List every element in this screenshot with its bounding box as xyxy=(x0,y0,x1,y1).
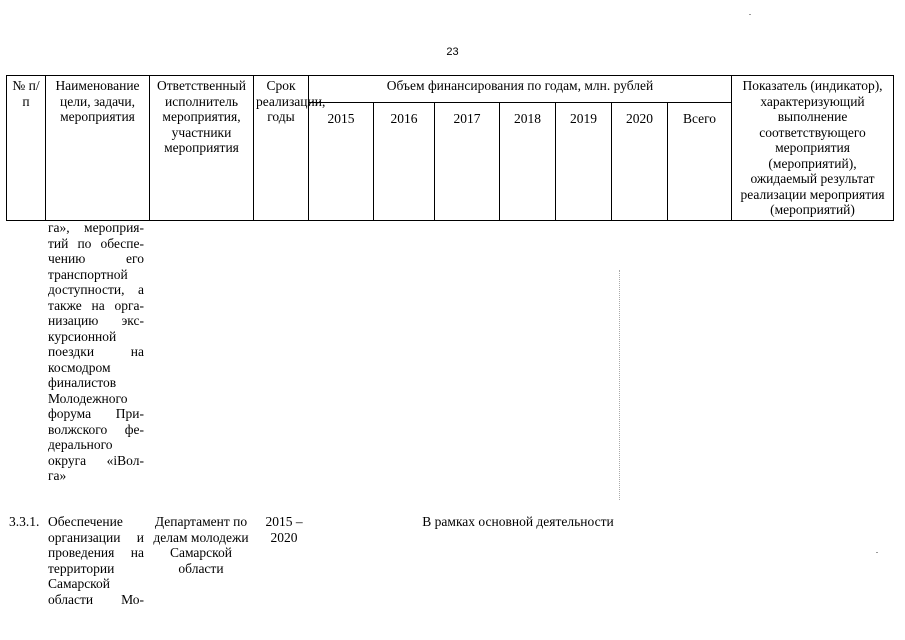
header-year-2020: 2020 xyxy=(612,103,668,221)
row-executor: Департамент по делам молодежи Самарской области xyxy=(153,514,249,576)
row-name-line: Самарской xyxy=(48,576,111,591)
row-financing-note: В рамках основной деятельности xyxy=(422,514,614,529)
header-year-2017: 2017 xyxy=(435,103,500,221)
continuation-line: округа «iВол- xyxy=(48,452,144,468)
continuation-line: транспортной xyxy=(48,266,128,282)
continuation-line: низацию экс- xyxy=(48,313,144,328)
page-number: 23 xyxy=(446,46,459,58)
row-name-line: организации и xyxy=(48,529,144,545)
row-name-line: территории xyxy=(48,560,115,576)
continuation-line: Молодежного xyxy=(48,390,128,406)
header-year-2015: 2015 xyxy=(309,103,374,221)
row-name-cell xyxy=(48,514,144,607)
continuation-line: доступности, а xyxy=(48,282,144,297)
scan-speck xyxy=(749,14,751,15)
scan-artifact-dots xyxy=(619,270,622,500)
scan-speck xyxy=(876,552,878,553)
continuation-line: курсионной xyxy=(48,328,117,344)
header-year-2018: 2018 xyxy=(500,103,556,221)
continuation-line: также на орга- xyxy=(48,297,144,313)
header-num: № п/п xyxy=(7,76,46,221)
continuation-line: финалистов xyxy=(48,375,117,390)
row-number: 3.3.1. xyxy=(9,514,40,529)
row-name-line: проведения на xyxy=(48,545,144,560)
header-term: Срок реализации, годы xyxy=(254,76,309,221)
header-year-2019: 2019 xyxy=(556,103,612,221)
continuation-line: космодром xyxy=(48,359,111,375)
continuation-line: га» xyxy=(48,468,67,483)
continuation-line: чению его xyxy=(48,251,144,266)
continuation-line: форума При- xyxy=(48,406,144,421)
header-financing: Объем финансирования по годам, млн. рублей xyxy=(309,76,732,103)
row-name-line: Обеспечение xyxy=(48,514,123,529)
continuation-line: тий по обеспе- xyxy=(48,235,144,251)
program-table xyxy=(6,75,894,221)
row-name-line: области Мо- xyxy=(48,591,144,607)
header-name: Наименование цели, задачи, мероприятия xyxy=(46,76,150,221)
header-total: Всего xyxy=(668,103,732,221)
row-term: 2015 – 2020 xyxy=(265,514,303,545)
header-year-2016: 2016 xyxy=(374,103,435,221)
continuation-line: поездки на xyxy=(48,344,144,359)
continuation-line: дерального xyxy=(48,437,113,452)
header-indicator: Показатель (индикатор), характеризующий выполнение соответствующего мероприятия (мероприятий), ожидаемый результат реализации мероприятия (мероприятий) xyxy=(732,76,894,221)
continuation-line: га», мероприя- xyxy=(48,220,144,235)
continuation-line: волжского фе- xyxy=(48,421,144,437)
header-executor: Ответственный исполнитель мероприятия, участники мероприятия xyxy=(150,76,254,221)
continuation-name-cell xyxy=(48,220,144,484)
